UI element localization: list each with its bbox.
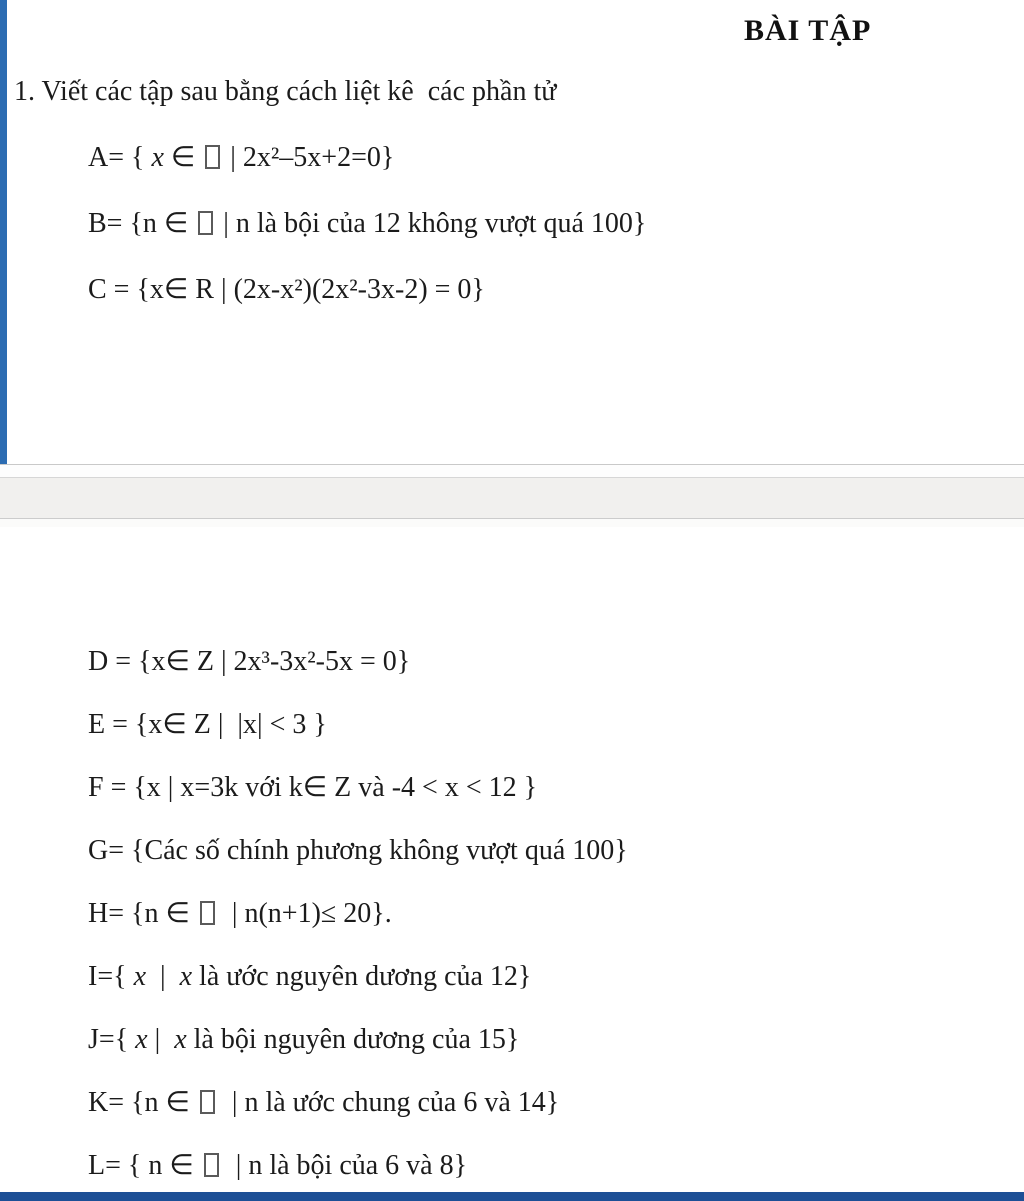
set-definition-C (88, 257, 646, 323)
set-text: ∈ (163, 142, 203, 173)
set-text: F = {x | x=3k với k∈ Z và -4 < x < 12 } (88, 772, 538, 803)
set-text: | (147, 1024, 175, 1055)
set-definition-B (88, 191, 646, 257)
set-text: | n là bội của 6 và 8} (221, 1150, 468, 1181)
set-text: C = {x∈ R | (2x-x²)(2x²-3x-2) = 0} (88, 274, 485, 305)
page-break-margin-bottom (0, 519, 1024, 527)
left-border-stripe (0, 0, 7, 464)
set-definition-H (88, 882, 628, 945)
set-list-page1 (88, 125, 646, 323)
set-text: là bội nguyên dương của 15} (186, 1024, 520, 1055)
missing-glyph-box (204, 1153, 219, 1177)
set-text: J={ (88, 1024, 136, 1055)
set-text: E = {x∈ Z | |x| < 3 } (88, 709, 327, 740)
set-definition-F (88, 756, 628, 819)
missing-glyph-box (205, 145, 220, 169)
set-definition-J (88, 1008, 628, 1071)
missing-glyph-box (198, 211, 213, 235)
set-text: H= {n ∈ (88, 898, 197, 929)
math-variable: x (151, 142, 164, 173)
set-text: | n(n+1)≤ 20}. (217, 898, 392, 929)
missing-glyph-box (200, 901, 215, 925)
math-variable: x (179, 961, 193, 992)
set-text: | (146, 961, 180, 992)
math-variable: x (133, 961, 146, 992)
set-text: L= { n ∈ (88, 1150, 201, 1181)
set-text: I={ (88, 961, 134, 992)
set-text: G= {Các số chính phương không vượt quá 100} (88, 835, 628, 866)
bottom-border-bar (0, 1192, 1024, 1201)
math-variable: x (135, 1024, 148, 1055)
set-definition-E (88, 693, 628, 756)
set-definition-I (88, 945, 628, 1008)
exercise-prompt: 1. Viết các tập sau bằng cách liệt kê các phần tử (14, 76, 557, 107)
set-text: B= {n ∈ (88, 208, 196, 239)
set-text: là ước nguyên dương của 12} (192, 961, 532, 992)
page-title: BÀI TẬP (744, 14, 872, 47)
set-definition-A (88, 125, 646, 191)
set-text: | 2x²–5x+2=0} (223, 142, 395, 173)
set-list-page2 (88, 630, 628, 1197)
set-text: D = {x∈ Z | 2x³-3x²-5x = 0} (88, 646, 411, 677)
set-text: A= { (88, 142, 152, 173)
missing-glyph-box (200, 1090, 215, 1114)
page-break (0, 464, 1024, 526)
set-text: K= {n ∈ (88, 1087, 197, 1118)
page-break-margin (0, 465, 1024, 478)
math-variable: x (174, 1024, 187, 1055)
set-definition-D (88, 630, 628, 693)
set-definition-K (88, 1071, 628, 1134)
set-definition-L (88, 1134, 628, 1197)
set-definition-G (88, 819, 628, 882)
set-text: | n là bội của 12 không vượt quá 100} (216, 208, 647, 239)
set-text: | n là ước chung của 6 và 14} (217, 1087, 560, 1118)
page-break-band (0, 478, 1024, 519)
